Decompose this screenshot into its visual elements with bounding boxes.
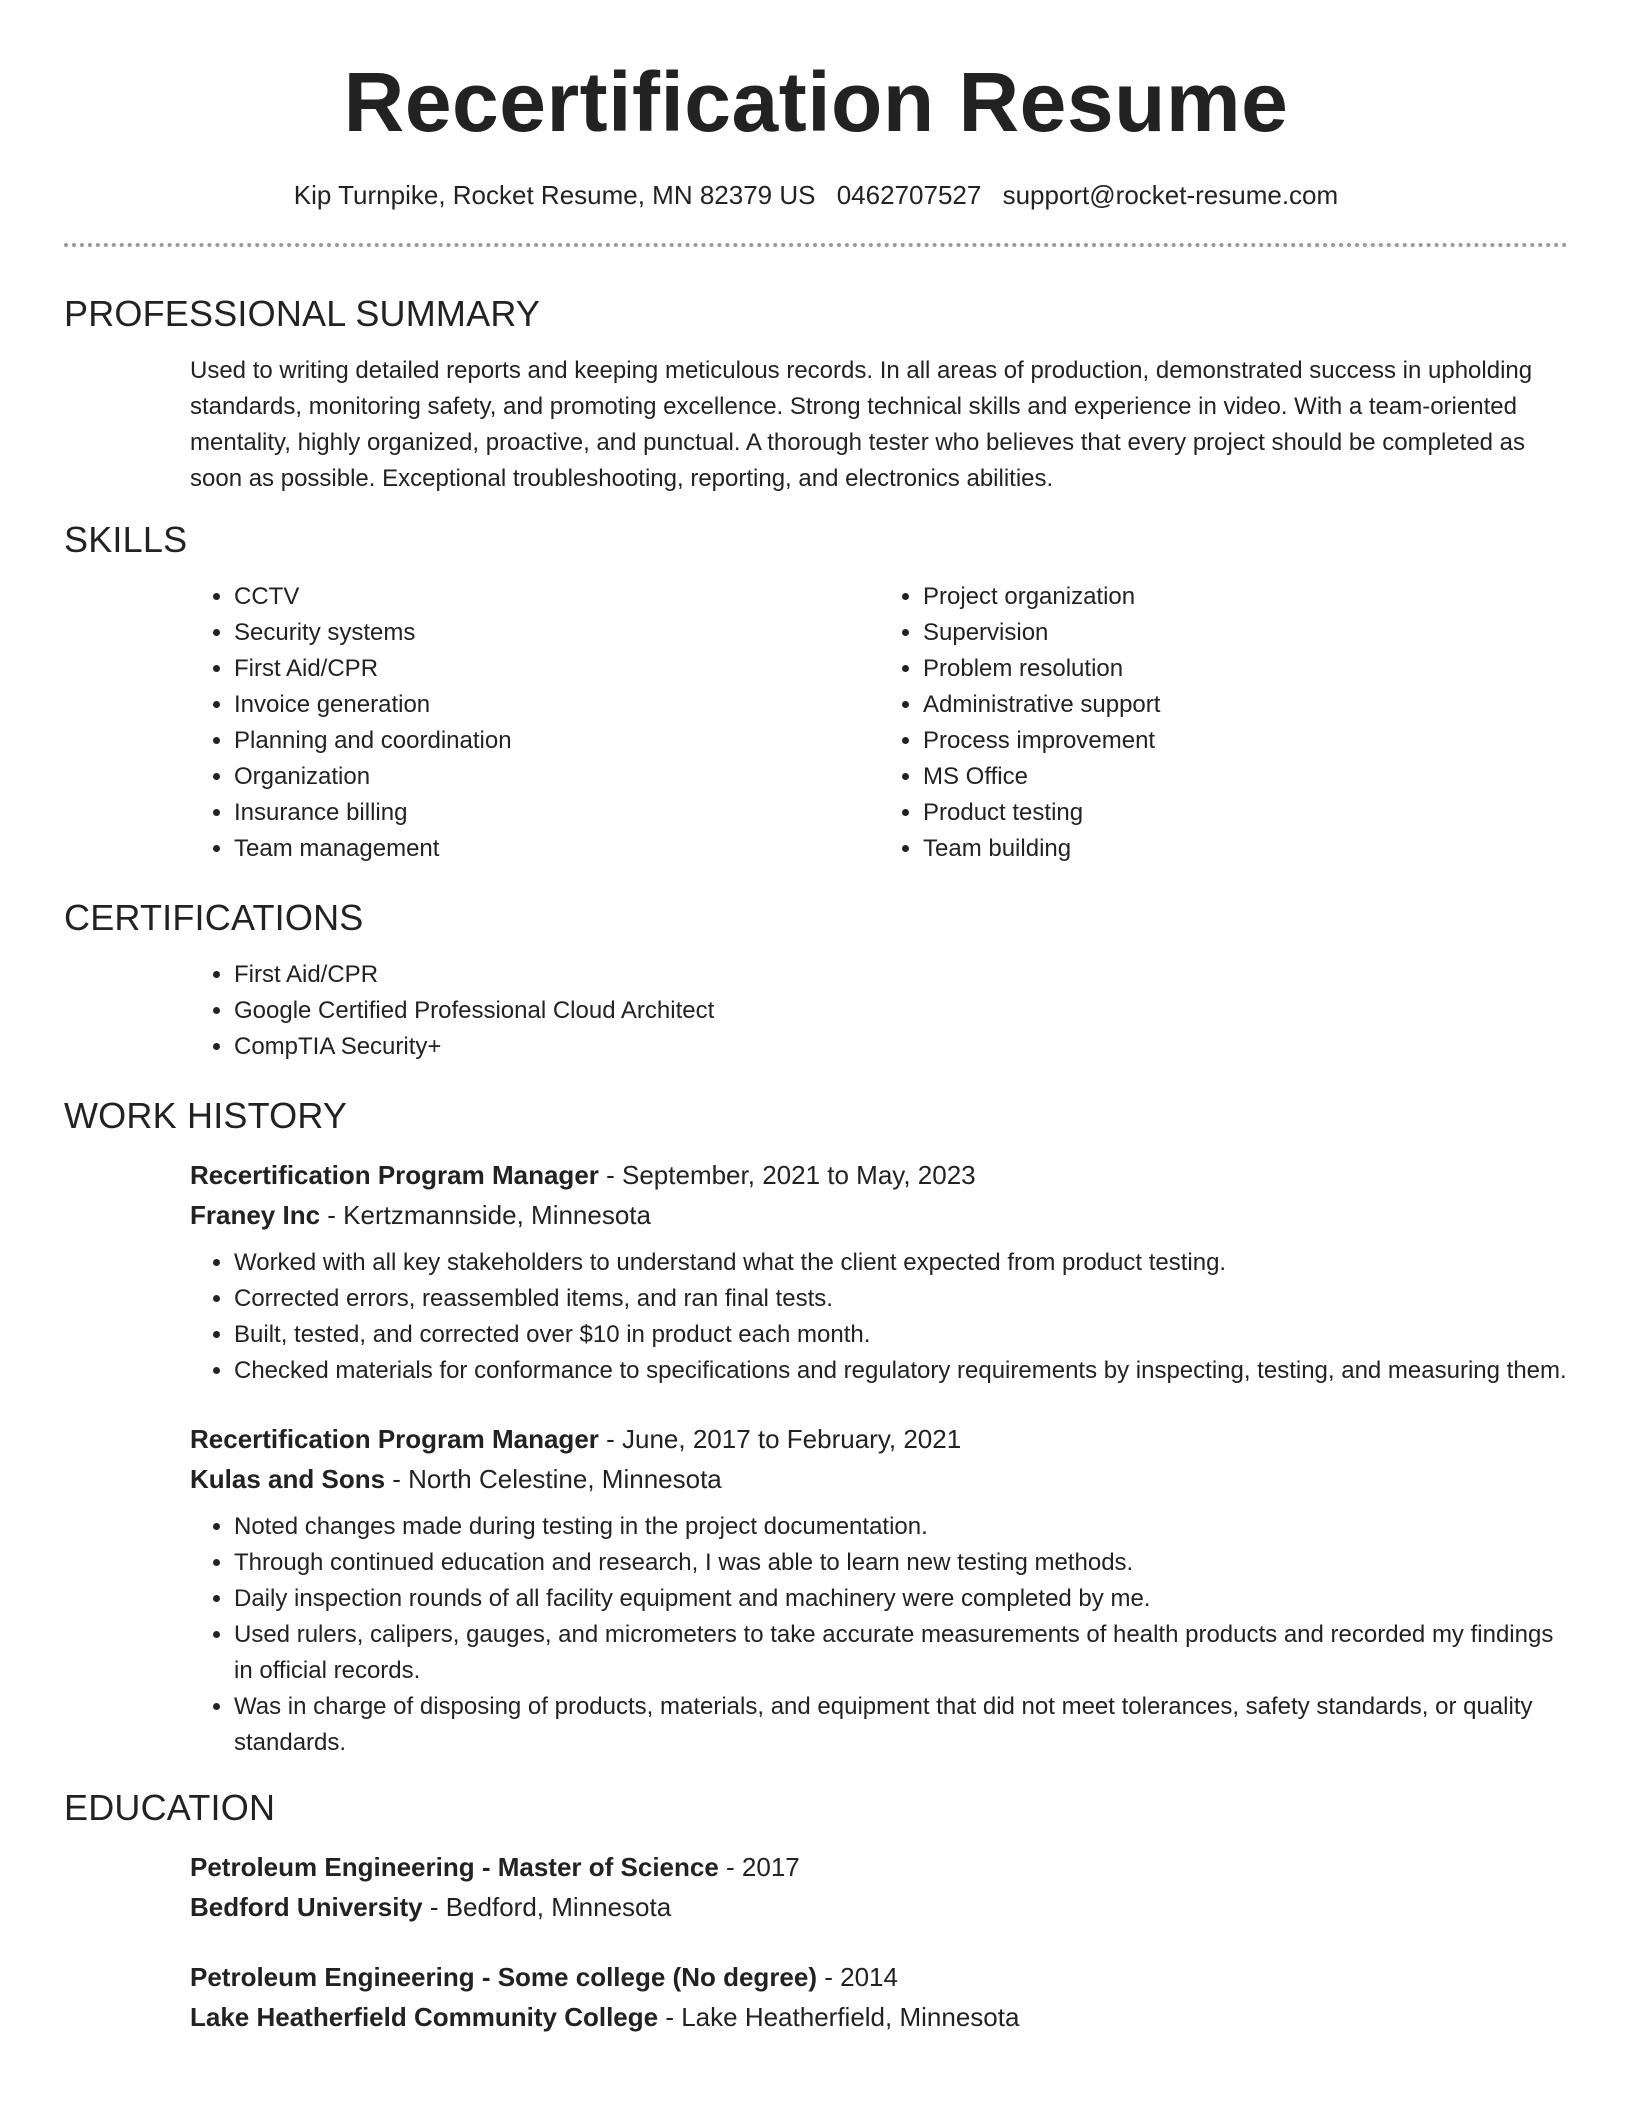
resume-title: Recertification Resume	[343, 55, 1289, 149]
job-entry	[190, 1155, 1568, 1389]
job-bullet: • Checked materials for conformance to specifications and regulatory requirements by inspecting, testing, and measuring them.	[234, 1353, 1568, 1389]
job-dates: - September, 2021 to May, 2023	[598, 1160, 976, 1190]
job-bullet: • Daily inspection rounds of all facility equipment and machinery were completed by me.	[234, 1581, 1568, 1617]
certifications-heading: CERTIFICATIONS	[64, 897, 364, 938]
contact-email: support@rocket-resume.com	[1002, 180, 1339, 210]
job-bullet: • Built, tested, and corrected over $10 in product each month.	[234, 1317, 1568, 1353]
job-company: Franey Inc	[190, 1200, 321, 1230]
education-year: - 2014	[817, 1962, 898, 1992]
skills-column-left	[190, 579, 879, 867]
job-bullets	[190, 1245, 1568, 1389]
education-school-line	[190, 1997, 1568, 2037]
skills-list	[190, 579, 1568, 867]
certification-item: • CompTIA Security+	[234, 1029, 1568, 1065]
skill-item: • Administrative support	[923, 687, 1568, 723]
header-divider	[64, 243, 1568, 247]
job-title: Recertification Program Manager	[190, 1160, 599, 1190]
skill-item: • MS Office	[923, 759, 1568, 795]
job-title-line	[190, 1155, 1568, 1195]
education-degree-line	[190, 1957, 1568, 1997]
work-history-heading: WORK HISTORY	[64, 1095, 348, 1136]
job-bullet: • Through continued education and research, I was able to learn new testing methods.	[234, 1545, 1568, 1581]
education-location: - Lake Heatherfield, Minnesota	[658, 2002, 1020, 2032]
education-location: - Bedford, Minnesota	[422, 1892, 672, 1922]
summary-text: Used to writing detailed reports and keeping meticulous records. In all areas of production, demonstrated success in upholding standards, monitoring safety, and promoting excellence. Strong technical skills and experience in video. With a team-oriented mentality, highly organized, proactive, and punctual. A thorough tester who believes that every project should be completed as soon as possible. Exceptional troubleshooting, reporting, and electronics abilities.	[190, 357, 1533, 492]
skill-item: • Project organization	[923, 579, 1568, 615]
education-school: Lake Heatherfield Community College	[190, 2002, 659, 2032]
job-title-line	[190, 1419, 1568, 1459]
job-bullet: • Corrected errors, reassembled items, and ran final tests.	[234, 1281, 1568, 1317]
certifications-list	[190, 957, 1568, 1065]
education-heading: EDUCATION	[64, 1787, 276, 1828]
job-dates: - June, 2017 to February, 2021	[598, 1424, 962, 1454]
skill-item: • Planning and coordination	[234, 723, 879, 759]
contact-address: Kip Turnpike, Rocket Resume, MN 82379 US	[293, 180, 816, 210]
job-location: - North Celestine, Minnesota	[385, 1464, 722, 1494]
skill-item: • Product testing	[923, 795, 1568, 831]
job-company: Kulas and Sons	[190, 1464, 386, 1494]
skill-item: • Security systems	[234, 615, 879, 651]
skill-item: • First Aid/CPR	[234, 651, 879, 687]
education-degree: Petroleum Engineering - Some college (No degree)	[190, 1962, 818, 1992]
certification-item: • Google Certified Professional Cloud Architect	[234, 993, 1568, 1029]
skills-heading: SKILLS	[64, 519, 188, 560]
job-company-line	[190, 1459, 1568, 1499]
job-company-line	[190, 1195, 1568, 1235]
skills-column-right	[879, 579, 1568, 867]
skill-item: • CCTV	[234, 579, 879, 615]
job-bullet: • Worked with all key stakeholders to understand what the client expected from product testing.	[234, 1245, 1568, 1281]
education-entry	[190, 1957, 1568, 2037]
contact-line	[64, 180, 1568, 211]
job-bullet: • Was in charge of disposing of products, materials, and equipment that did not meet tolerances, safety standards, or quality standards.	[234, 1689, 1568, 1761]
education-degree: Petroleum Engineering - Master of Science	[190, 1852, 719, 1882]
job-title: Recertification Program Manager	[190, 1424, 599, 1454]
skill-item: • Organization	[234, 759, 879, 795]
education-degree-line	[190, 1847, 1568, 1887]
skill-item: • Process improvement	[923, 723, 1568, 759]
skill-item: • Invoice generation	[234, 687, 879, 723]
job-bullet: • Used rulers, calipers, gauges, and micrometers to take accurate measurements of health products and recorded my findings in official records.	[234, 1617, 1568, 1689]
skill-item: • Problem resolution	[923, 651, 1568, 687]
job-location: - Kertzmannside, Minnesota	[320, 1200, 651, 1230]
education-year: - 2017	[718, 1852, 800, 1882]
job-bullets	[190, 1509, 1568, 1761]
skill-item: • Supervision	[923, 615, 1568, 651]
education-school-line	[190, 1887, 1568, 1927]
contact-phone: 0462707527	[836, 180, 982, 210]
job-bullet: • Noted changes made during testing in the project documentation.	[234, 1509, 1568, 1545]
job-entry	[190, 1419, 1568, 1761]
education-school: Bedford University	[190, 1892, 423, 1922]
skill-item: • Team building	[923, 831, 1568, 867]
certification-item: • First Aid/CPR	[234, 957, 1568, 993]
skill-item: • Team management	[234, 831, 879, 867]
education-entry	[190, 1847, 1568, 1927]
skill-item: • Insurance billing	[234, 795, 879, 831]
summary-heading: PROFESSIONAL SUMMARY	[64, 293, 541, 334]
